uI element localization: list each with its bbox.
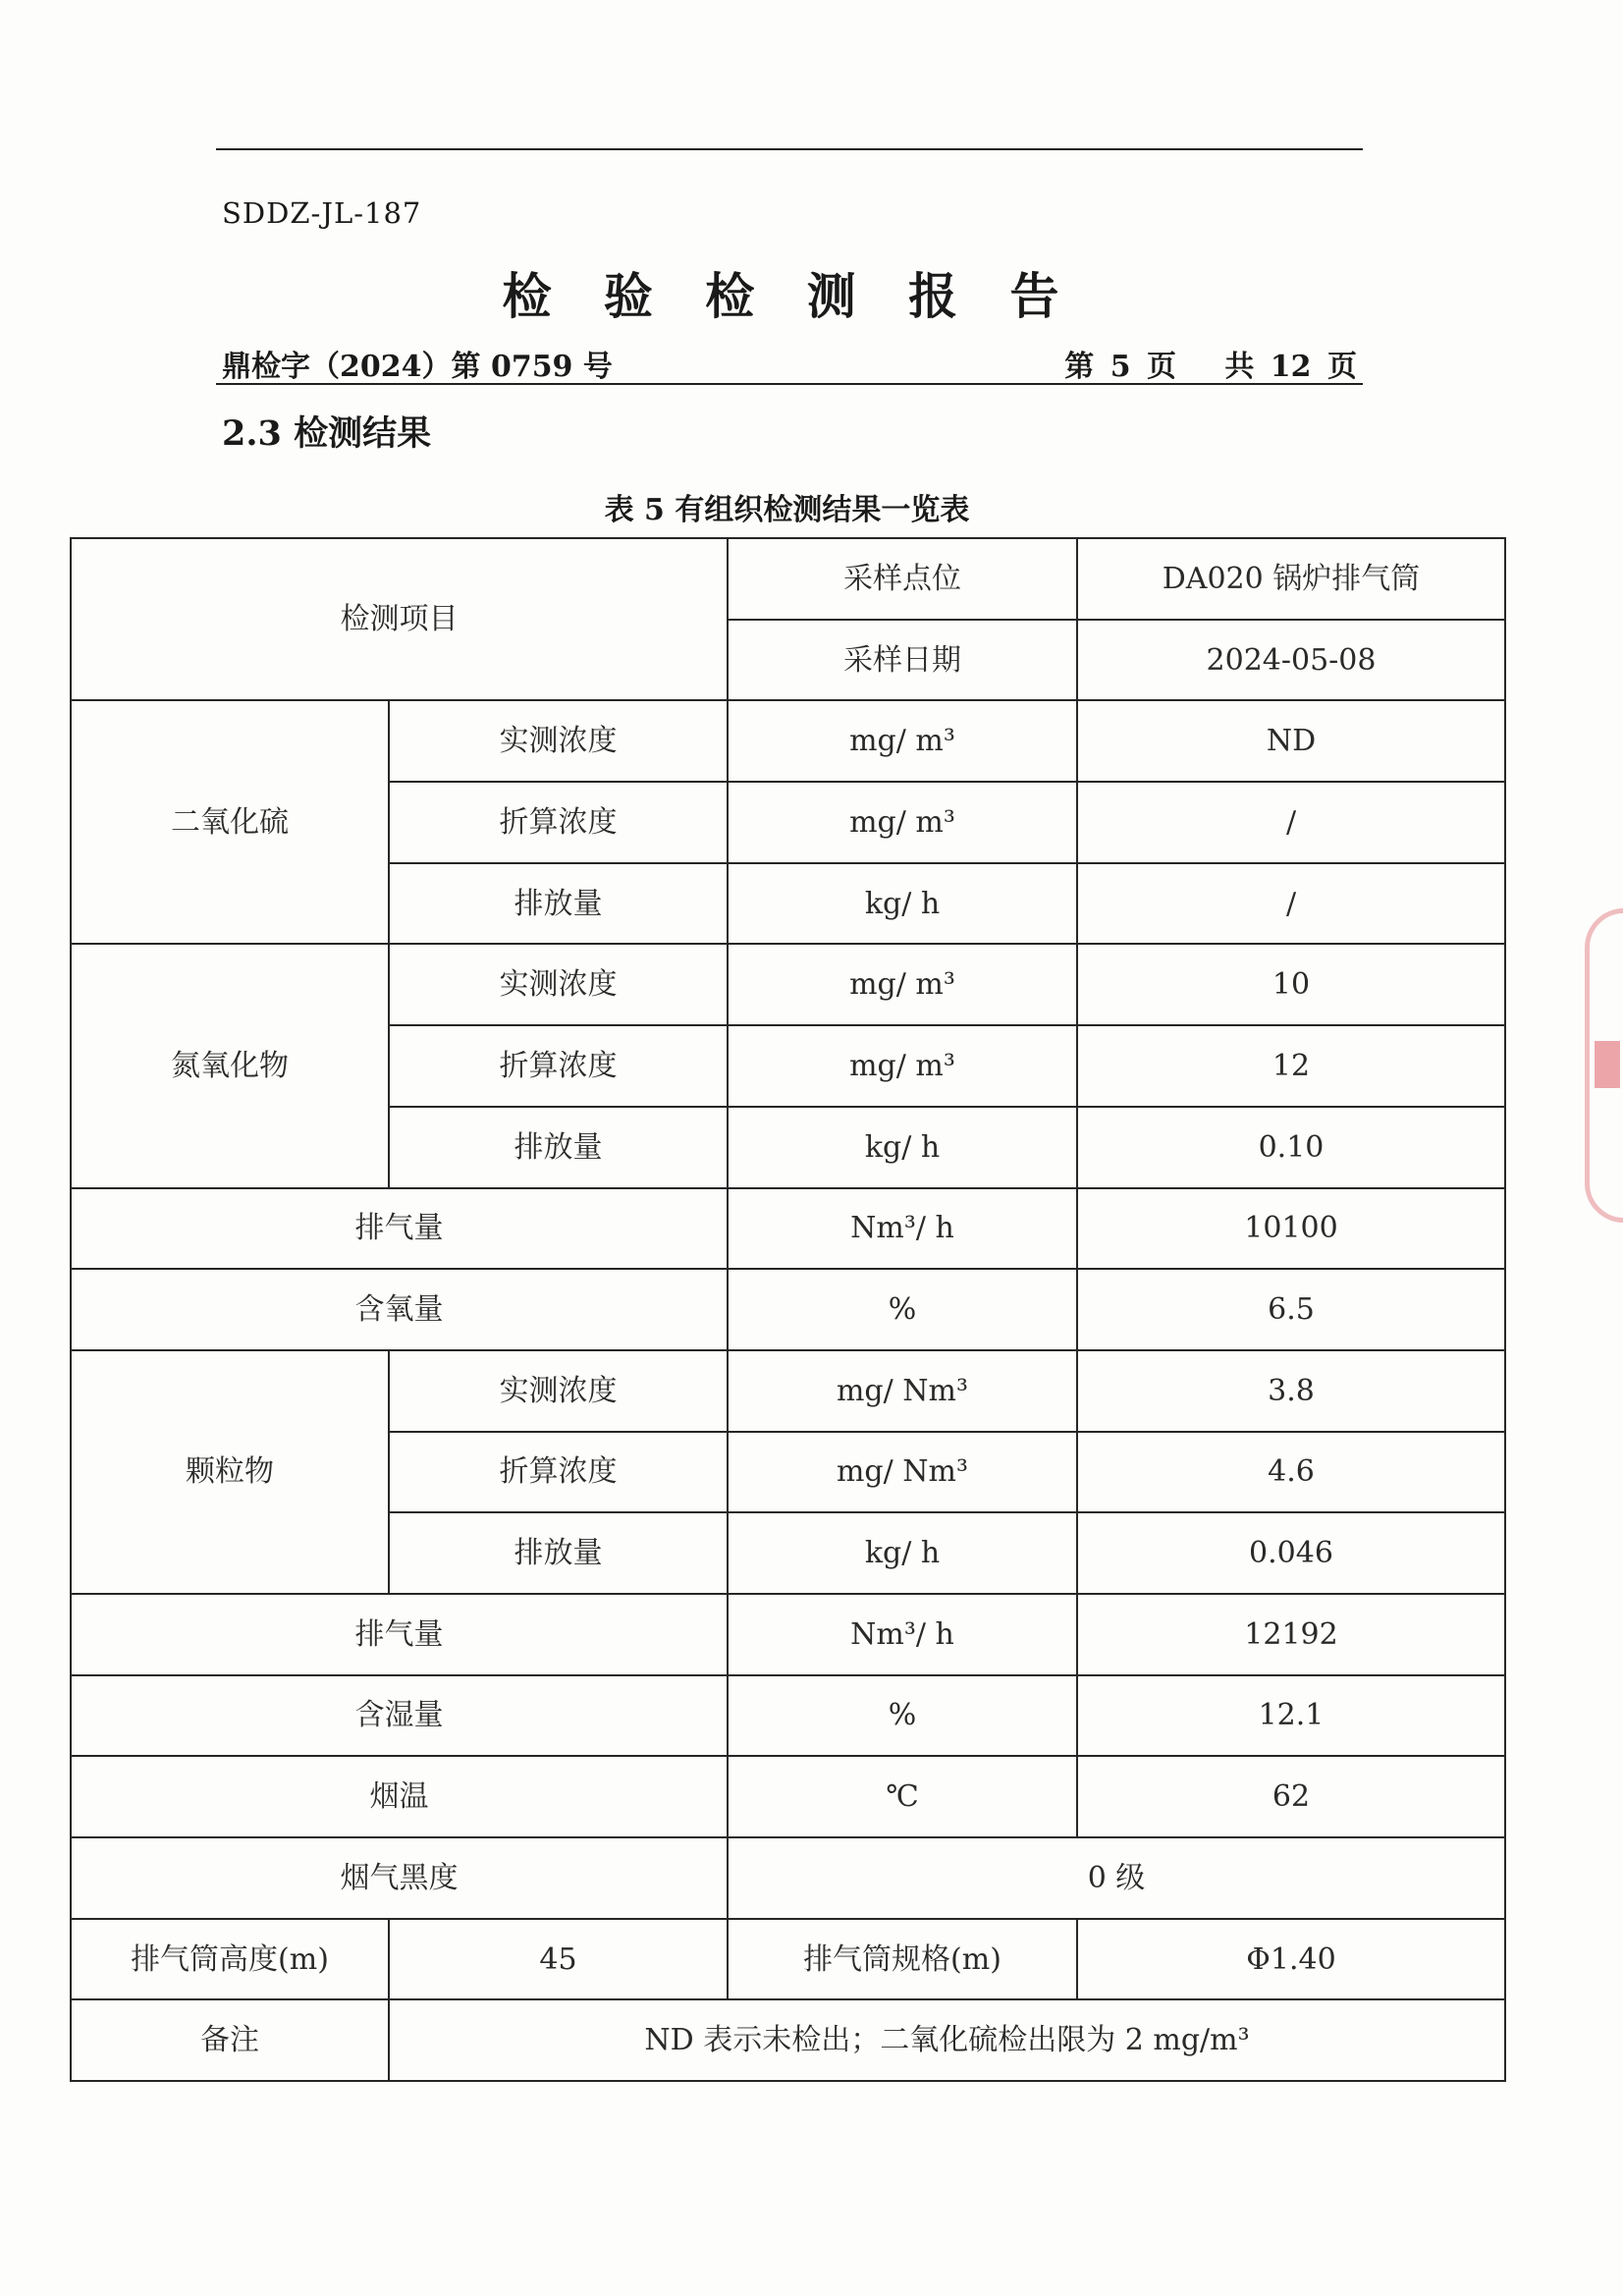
item-cell: 实测浓度 <box>389 944 728 1025</box>
table-row <box>71 1837 1505 1919</box>
table-row <box>71 538 1505 620</box>
remark-label: 备注 <box>71 1999 389 2081</box>
value-cell: 10100 <box>1077 1188 1505 1270</box>
item-cell: 实测浓度 <box>389 700 728 782</box>
unit-cell: % <box>728 1675 1077 1757</box>
value-cell: 6.5 <box>1077 1269 1505 1350</box>
value-cell: 62 <box>1077 1756 1505 1837</box>
table-row <box>71 1594 1505 1675</box>
sampling-point-value: DA020 锅炉排气筒 <box>1077 538 1505 620</box>
unit-cell: mg/ m³ <box>728 1025 1077 1107</box>
table-row <box>71 1999 1505 2081</box>
table-row <box>71 944 1505 1025</box>
top-rule <box>216 148 1363 150</box>
moisture-label: 含湿量 <box>71 1675 728 1757</box>
header-label-cell: 检测项目 <box>71 538 728 700</box>
document-code: SDDZ-JL-187 <box>222 196 422 230</box>
unit-cell: mg/ m³ <box>728 944 1077 1025</box>
stack-spec-value: Φ1.40 <box>1077 1919 1505 2000</box>
unit-cell: % <box>728 1269 1077 1350</box>
remark-value: ND 表示未检出；二氧化硫检出限为 2 mg/m³ <box>389 1999 1505 2081</box>
report-title: 检 验 检 测 报 告 <box>502 267 1077 325</box>
oxygen-label: 含氧量 <box>71 1269 728 1350</box>
value-cell: ND <box>1077 700 1505 782</box>
report-number-line <box>216 340 1363 385</box>
smoke-blackness-label: 烟气黑度 <box>71 1837 728 1919</box>
table-row <box>71 1675 1505 1757</box>
item-cell: 排放量 <box>389 1107 728 1188</box>
results-table <box>70 537 1506 2082</box>
stack-height-value: 45 <box>389 1919 728 2000</box>
table-caption: 表 5 有组织检测结果一览表 <box>604 493 970 527</box>
pollutant-name-so2: 二氧化硫 <box>71 700 389 944</box>
item-cell: 折算浓度 <box>389 1432 728 1513</box>
unit-cell: mg/ m³ <box>728 782 1077 863</box>
unit-cell: kg/ h <box>728 1512 1077 1594</box>
sampling-date-value: 2024-05-08 <box>1077 620 1505 701</box>
sampling-date-label: 采样日期 <box>728 620 1077 701</box>
unit-cell: Nm³/ h <box>728 1188 1077 1270</box>
item-cell: 排放量 <box>389 1512 728 1594</box>
page-info: 第 5 页 共 12 页 <box>1064 350 1357 384</box>
table-row <box>71 1919 1505 2000</box>
stack-spec-label: 排气筒规格(m) <box>728 1919 1077 2000</box>
item-cell: 实测浓度 <box>389 1350 728 1432</box>
smoke-blackness-value: 0 级 <box>728 1837 1505 1919</box>
value-cell: 12192 <box>1077 1594 1505 1675</box>
table-row <box>71 1756 1505 1837</box>
pollutant-name-nox: 氮氧化物 <box>71 944 389 1187</box>
value-cell: 0.046 <box>1077 1512 1505 1594</box>
item-cell: 折算浓度 <box>389 782 728 863</box>
unit-cell: mg/ Nm³ <box>728 1350 1077 1432</box>
pollutant-name-pm: 颗粒物 <box>71 1350 389 1594</box>
value-cell: 12.1 <box>1077 1675 1505 1757</box>
value-cell: 12 <box>1077 1025 1505 1107</box>
value-cell: 10 <box>1077 944 1505 1025</box>
flue-temp-label: 烟温 <box>71 1756 728 1837</box>
unit-cell: mg/ m³ <box>728 700 1077 782</box>
unit-cell: ℃ <box>728 1756 1077 1837</box>
exhaust-flow-label: 排气量 <box>71 1594 728 1675</box>
stack-height-label: 排气筒高度(m) <box>71 1919 389 2000</box>
sampling-point-label: 采样点位 <box>728 538 1077 620</box>
value-cell: 4.6 <box>1077 1432 1505 1513</box>
exhaust-flow-label: 排气量 <box>71 1188 728 1270</box>
value-cell: / <box>1077 863 1505 945</box>
value-cell: / <box>1077 782 1505 863</box>
table-row <box>71 1188 1505 1270</box>
table-row <box>71 1269 1505 1350</box>
value-cell: 0.10 <box>1077 1107 1505 1188</box>
unit-cell: mg/ Nm³ <box>728 1432 1077 1513</box>
report-number: 鼎检字（2024）第 0759 号 <box>222 350 613 384</box>
value-cell: 3.8 <box>1077 1350 1505 1432</box>
table-row <box>71 700 1505 782</box>
seal-mark <box>1595 1041 1620 1088</box>
unit-cell: kg/ h <box>728 863 1077 945</box>
table-row <box>71 1350 1505 1432</box>
section-title: 2.3 检测结果 <box>222 413 432 454</box>
unit-cell: Nm³/ h <box>728 1594 1077 1675</box>
item-cell: 排放量 <box>389 863 728 945</box>
item-cell: 折算浓度 <box>389 1025 728 1107</box>
unit-cell: kg/ h <box>728 1107 1077 1188</box>
